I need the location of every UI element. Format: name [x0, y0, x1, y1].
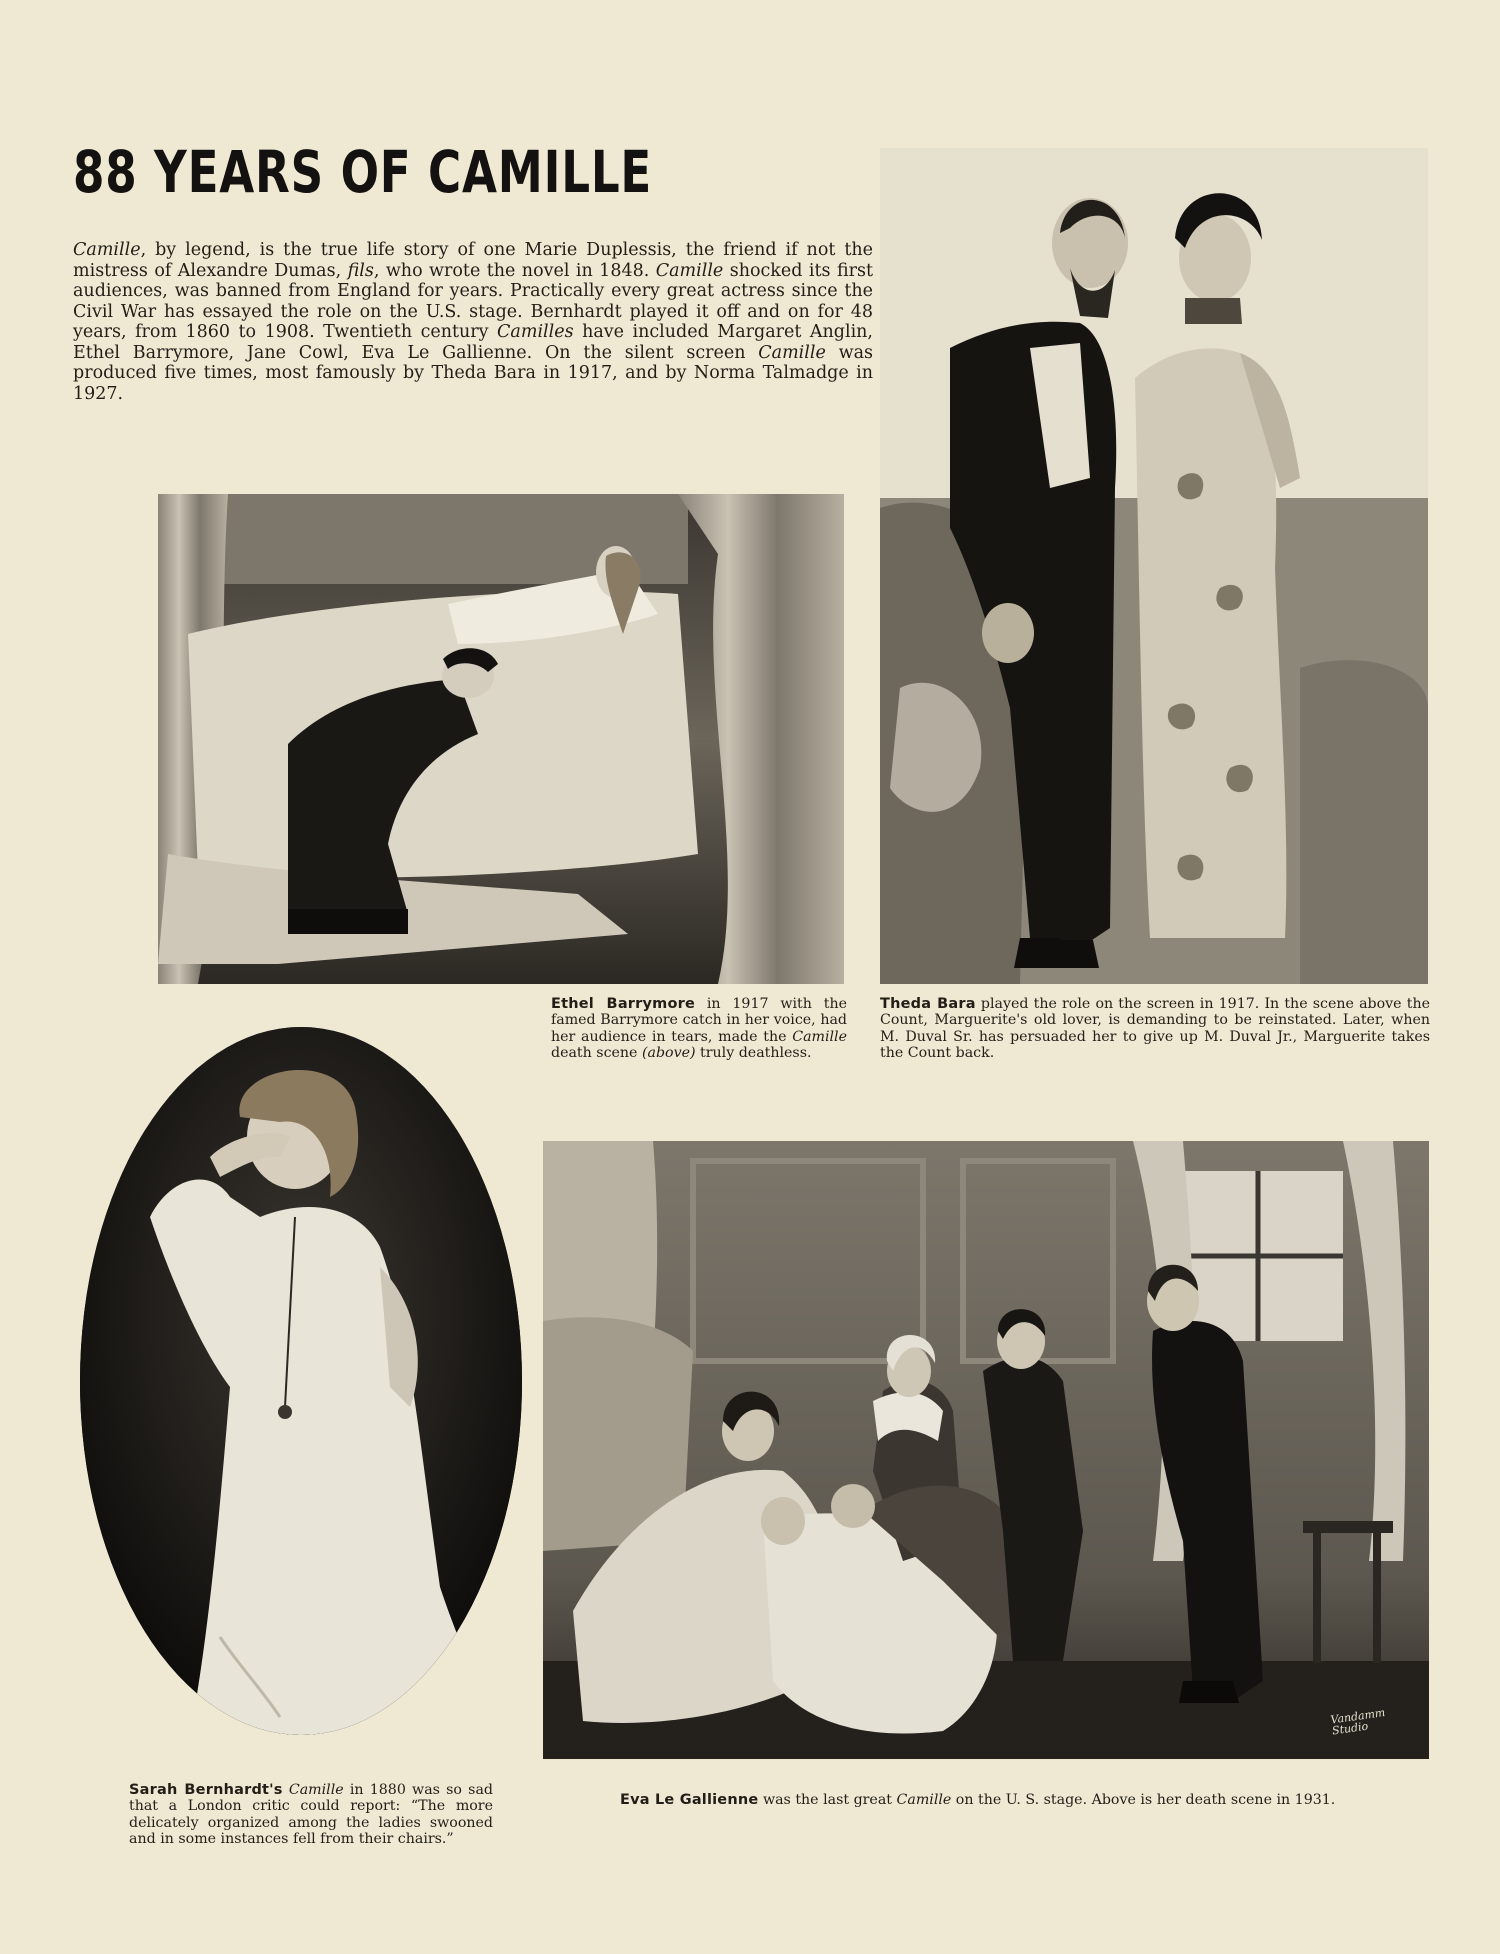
- caption-gallienne-name: Eva Le Gallienne: [620, 1792, 759, 1808]
- caption-bernhardt-name: Sarah Bernhardt's: [129, 1782, 283, 1798]
- intro-text-2: , who wrote the novel in 1848.: [373, 260, 656, 281]
- caption-gallienne-text-1: was the last great: [758, 1792, 897, 1808]
- photo-gallienne-art: [543, 1141, 1429, 1759]
- photo-eva-le-gallienne: [543, 1141, 1429, 1759]
- caption-barrymore-text-1: in 1917 with the famed Barrymore catch in her voice, had her audience in tears, made the: [551, 996, 847, 1045]
- caption-sarah-bernhardt: [129, 1782, 493, 1848]
- caption-barrymore-italic-2: (above): [641, 1045, 696, 1062]
- caption-barrymore-name: Ethel Barrymore: [551, 996, 696, 1012]
- intro-text-1: , by legend, is the true life story of one Marie Duplessis, the friend if not the mistress of Alexandre Dumas,: [73, 240, 873, 281]
- photo-theda-bara-art: [880, 148, 1428, 984]
- photo-bernhardt-art: [80, 1027, 522, 1735]
- caption-barrymore-text-2: death scene: [551, 1045, 642, 1062]
- caption-gallienne-italic: Camille: [896, 1792, 952, 1808]
- caption-bernhardt-text: in 1880 was so sad that a London critic could report: “The more delicately organized among the ladies swooned and in some instances fell from their chairs.”: [129, 1782, 494, 1848]
- intro-text-4: have included Margaret Anglin, Ethel Barrymore, Jane Cowl, Eva Le Gallienne. On the silent screen: [73, 322, 873, 363]
- caption-theda-bara: [880, 996, 1430, 1062]
- intro-italic-camille-3: Camille: [758, 342, 826, 363]
- photo-barrymore-death-scene: [158, 494, 844, 984]
- caption-barrymore-text-3: truly deathless.: [695, 1045, 812, 1062]
- photo-barrymore-art: [158, 494, 844, 984]
- photo-theda-bara: [880, 148, 1428, 984]
- intro-paragraph: [73, 240, 873, 404]
- caption-barrymore-italic-1: Camille: [792, 1028, 847, 1045]
- caption-gallienne-text-2: on the U. S. stage. Above is her death scene in 1931.: [951, 1792, 1336, 1808]
- page-title: 88 YEARS OF CAMILLE: [73, 138, 653, 206]
- caption-eva-le-gallienne: [620, 1792, 1380, 1808]
- photo-credit-stamp: Vandamm Studio: [1329, 1706, 1387, 1738]
- intro-text-3: shocked its first audiences, was banned from England for years. Practically every great actress since the Civil War has essayed the role on the U.S. stage. Bernhardt played it off and on for 48 years, from 1860 to 1908. Twentieth century: [73, 260, 873, 342]
- caption-bernhardt-italic: Camille: [288, 1782, 344, 1798]
- intro-italic-camille-2: Camille: [655, 260, 724, 281]
- intro-italic-camille-1: Camille: [73, 240, 141, 260]
- intro-italic-fils: fils: [347, 260, 374, 281]
- caption-bara-text: played the role on the screen in 1917. In the scene above the Count, Marguerite's old lover, is demanding to be reinstated. Later, when M. Duval Sr. has persuaded her to give up M. Duval Jr., Marguerite takes the Count back.: [880, 996, 1430, 1062]
- photo-sarah-bernhardt: [80, 1027, 522, 1735]
- intro-text-5: was produced five times, most famously by Theda Bara in 1917, and by Norma Talmadge in 1927.: [73, 342, 873, 404]
- intro-italic-camilles: Camilles: [497, 322, 574, 342]
- caption-ethel-barrymore: [551, 996, 847, 1062]
- caption-bara-name: Theda Bara: [880, 996, 976, 1012]
